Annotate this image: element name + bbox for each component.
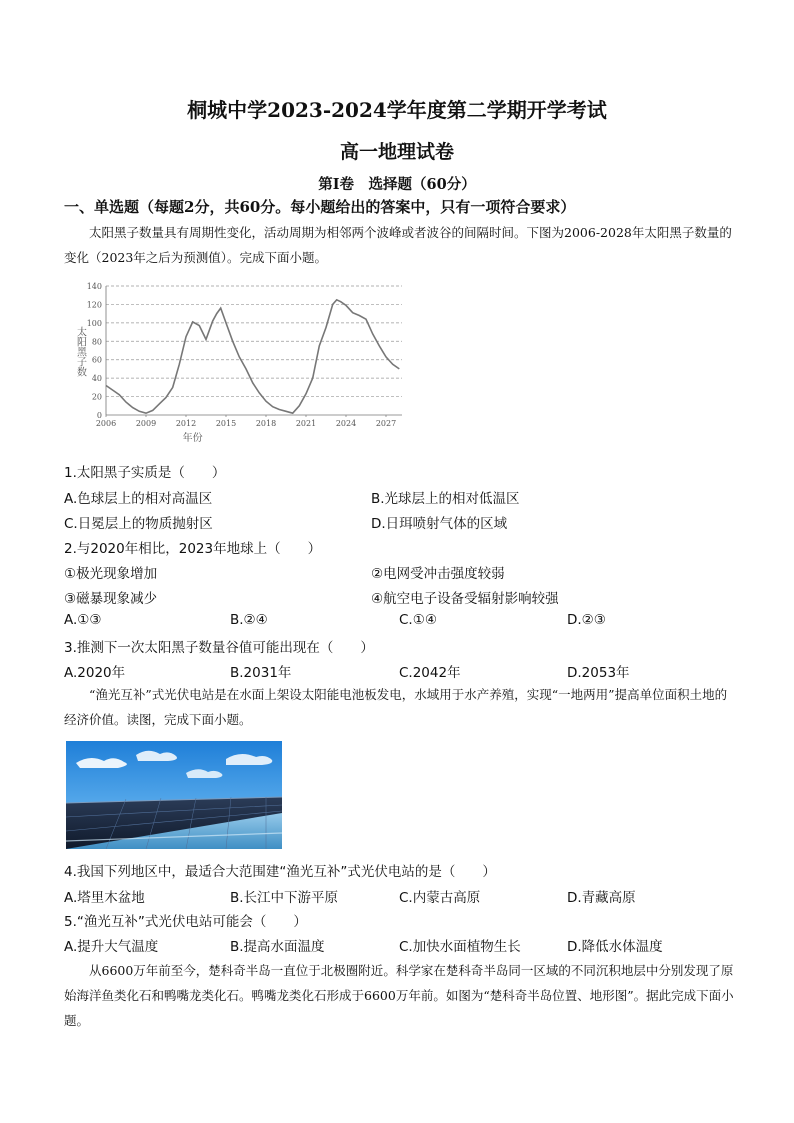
intro-fishery-solar: “渔光互补”式光伏电站是在水面上架设太阳能电池板发电，水域用于水产养殖，实现“一地两用”提高单位面积土地的经济价值。读图，完成下面小题。 xyxy=(64,687,728,727)
sunspot-chart-svg xyxy=(64,278,409,446)
section-heading: 一、单选题（每题2分，共60分。每小题给出的答案中，只有一项符合要求） xyxy=(64,198,576,216)
q2-stem: 2.与2020年相比，2023年地球上（ ） xyxy=(64,541,322,557)
exam-subtitle: 高一地理试卷 xyxy=(339,141,454,163)
q3-option-c[interactable]: C.2042年 xyxy=(399,665,461,681)
part-heading: 第Ⅰ卷 选择题（60分） xyxy=(318,176,476,193)
solar-farm-photo xyxy=(66,741,282,849)
intro-sunspot: 太阳黑子数量具有周期性变化，活动周期为相邻两个波峰或者波谷的间隔时间。下图为2006-2028年太阳黑子数量的变化（2023年之后为预测值）。完成下面小题。 xyxy=(64,225,732,265)
exam-title: 桐城中学2023-2024学年度第二学期开学考试 xyxy=(187,98,607,122)
q5-option-c[interactable]: C.加快水面植物生长 xyxy=(399,939,521,955)
y-tick-label: 100 xyxy=(86,318,102,328)
sunspot-chart xyxy=(64,278,409,450)
q4-option-c[interactable]: C.内蒙古高原 xyxy=(399,890,481,906)
y-tick-label: 20 xyxy=(91,392,102,402)
q4-option-b[interactable]: B.长江中下游平原 xyxy=(230,890,339,906)
q2-option-d[interactable]: D.②③ xyxy=(567,612,606,628)
q2-option-c[interactable]: C.①④ xyxy=(399,612,437,628)
sunspot-series-line xyxy=(106,300,399,413)
y-tick-label: 40 xyxy=(91,374,102,384)
x-tick-label: 2009 xyxy=(135,419,157,428)
x-tick-label: 2015 xyxy=(215,419,237,428)
q5-stem: 5.“渔光互补”式光伏电站可能会（ ） xyxy=(64,914,307,930)
x-tick-label: 2024 xyxy=(335,419,357,428)
solar-farm-image xyxy=(66,741,282,849)
q4-option-a[interactable]: A.塔里木盆地 xyxy=(64,890,145,906)
x-tick-label: 2021 xyxy=(295,419,317,428)
q1-option-a[interactable]: A.色球层上的相对高温区 xyxy=(64,491,213,507)
y-tick-label: 140 xyxy=(86,282,102,291)
x-tick-label: 2018 xyxy=(255,419,277,428)
q1-stem: 1.太阳黑子实质是（ ） xyxy=(64,465,226,481)
q4-stem: 4.我国下列地区中，最适合大范围建“渔光互补”式光伏电站的是（ ） xyxy=(64,864,496,880)
y-tick-label: 60 xyxy=(91,355,102,365)
intro-chukotka: 从6600万年前至今，楚科奇半岛一直位于北极圈附近。科学家在楚科奇半岛同一区域的不同沉积地层中分别发现了原始海洋鱼类化石和鸭嘴龙类化石。鸭嘴龙类化石形成于6600万年前。如图为“楚科奇半岛位置、地形图”。据此完成下面小题。 xyxy=(64,963,734,1028)
chart-xlabel: 年份 xyxy=(182,433,203,444)
q4-option-d[interactable]: D.青藏高原 xyxy=(567,890,636,906)
q2-statement-4: ④航空电子设备受辐射影响较强 xyxy=(371,591,559,607)
q1-option-c[interactable]: C.日冕层上的物质抛射区 xyxy=(64,516,213,532)
chart-ylabel: 太阳黑子数 xyxy=(74,326,86,377)
x-tick-label: 2012 xyxy=(175,419,197,428)
q3-option-b[interactable]: B.2031年 xyxy=(230,665,292,681)
q2-option-a[interactable]: A.①③ xyxy=(64,612,102,628)
y-tick-label: 120 xyxy=(86,300,102,310)
q2-statement-2: ②电网受冲击强度较弱 xyxy=(371,566,505,582)
x-tick-label: 2027 xyxy=(375,419,397,428)
q3-stem: 3.推测下一次太阳黑子数量谷值可能出现在（ ） xyxy=(64,640,374,656)
q2-option-b[interactable]: B.②④ xyxy=(230,612,268,628)
q1-option-d[interactable]: D.日珥喷射气体的区域 xyxy=(371,516,508,532)
q2-statement-1: ①极光现象增加 xyxy=(64,566,158,582)
q5-option-b[interactable]: B.提高水面温度 xyxy=(230,939,325,955)
q1-option-b[interactable]: B.光球层上的相对低温区 xyxy=(371,491,520,507)
x-tick-label: 2006 xyxy=(95,419,117,428)
y-tick-label: 0 xyxy=(96,411,102,420)
y-tick-label: 80 xyxy=(91,337,102,347)
q2-statement-3: ③磁暴现象减少 xyxy=(64,591,158,607)
q5-option-a[interactable]: A.提升大气温度 xyxy=(64,939,159,955)
q3-option-a[interactable]: A.2020年 xyxy=(64,665,126,681)
q3-option-d[interactable]: D.2053年 xyxy=(567,665,630,681)
q5-option-d[interactable]: D.降低水体温度 xyxy=(567,939,663,955)
